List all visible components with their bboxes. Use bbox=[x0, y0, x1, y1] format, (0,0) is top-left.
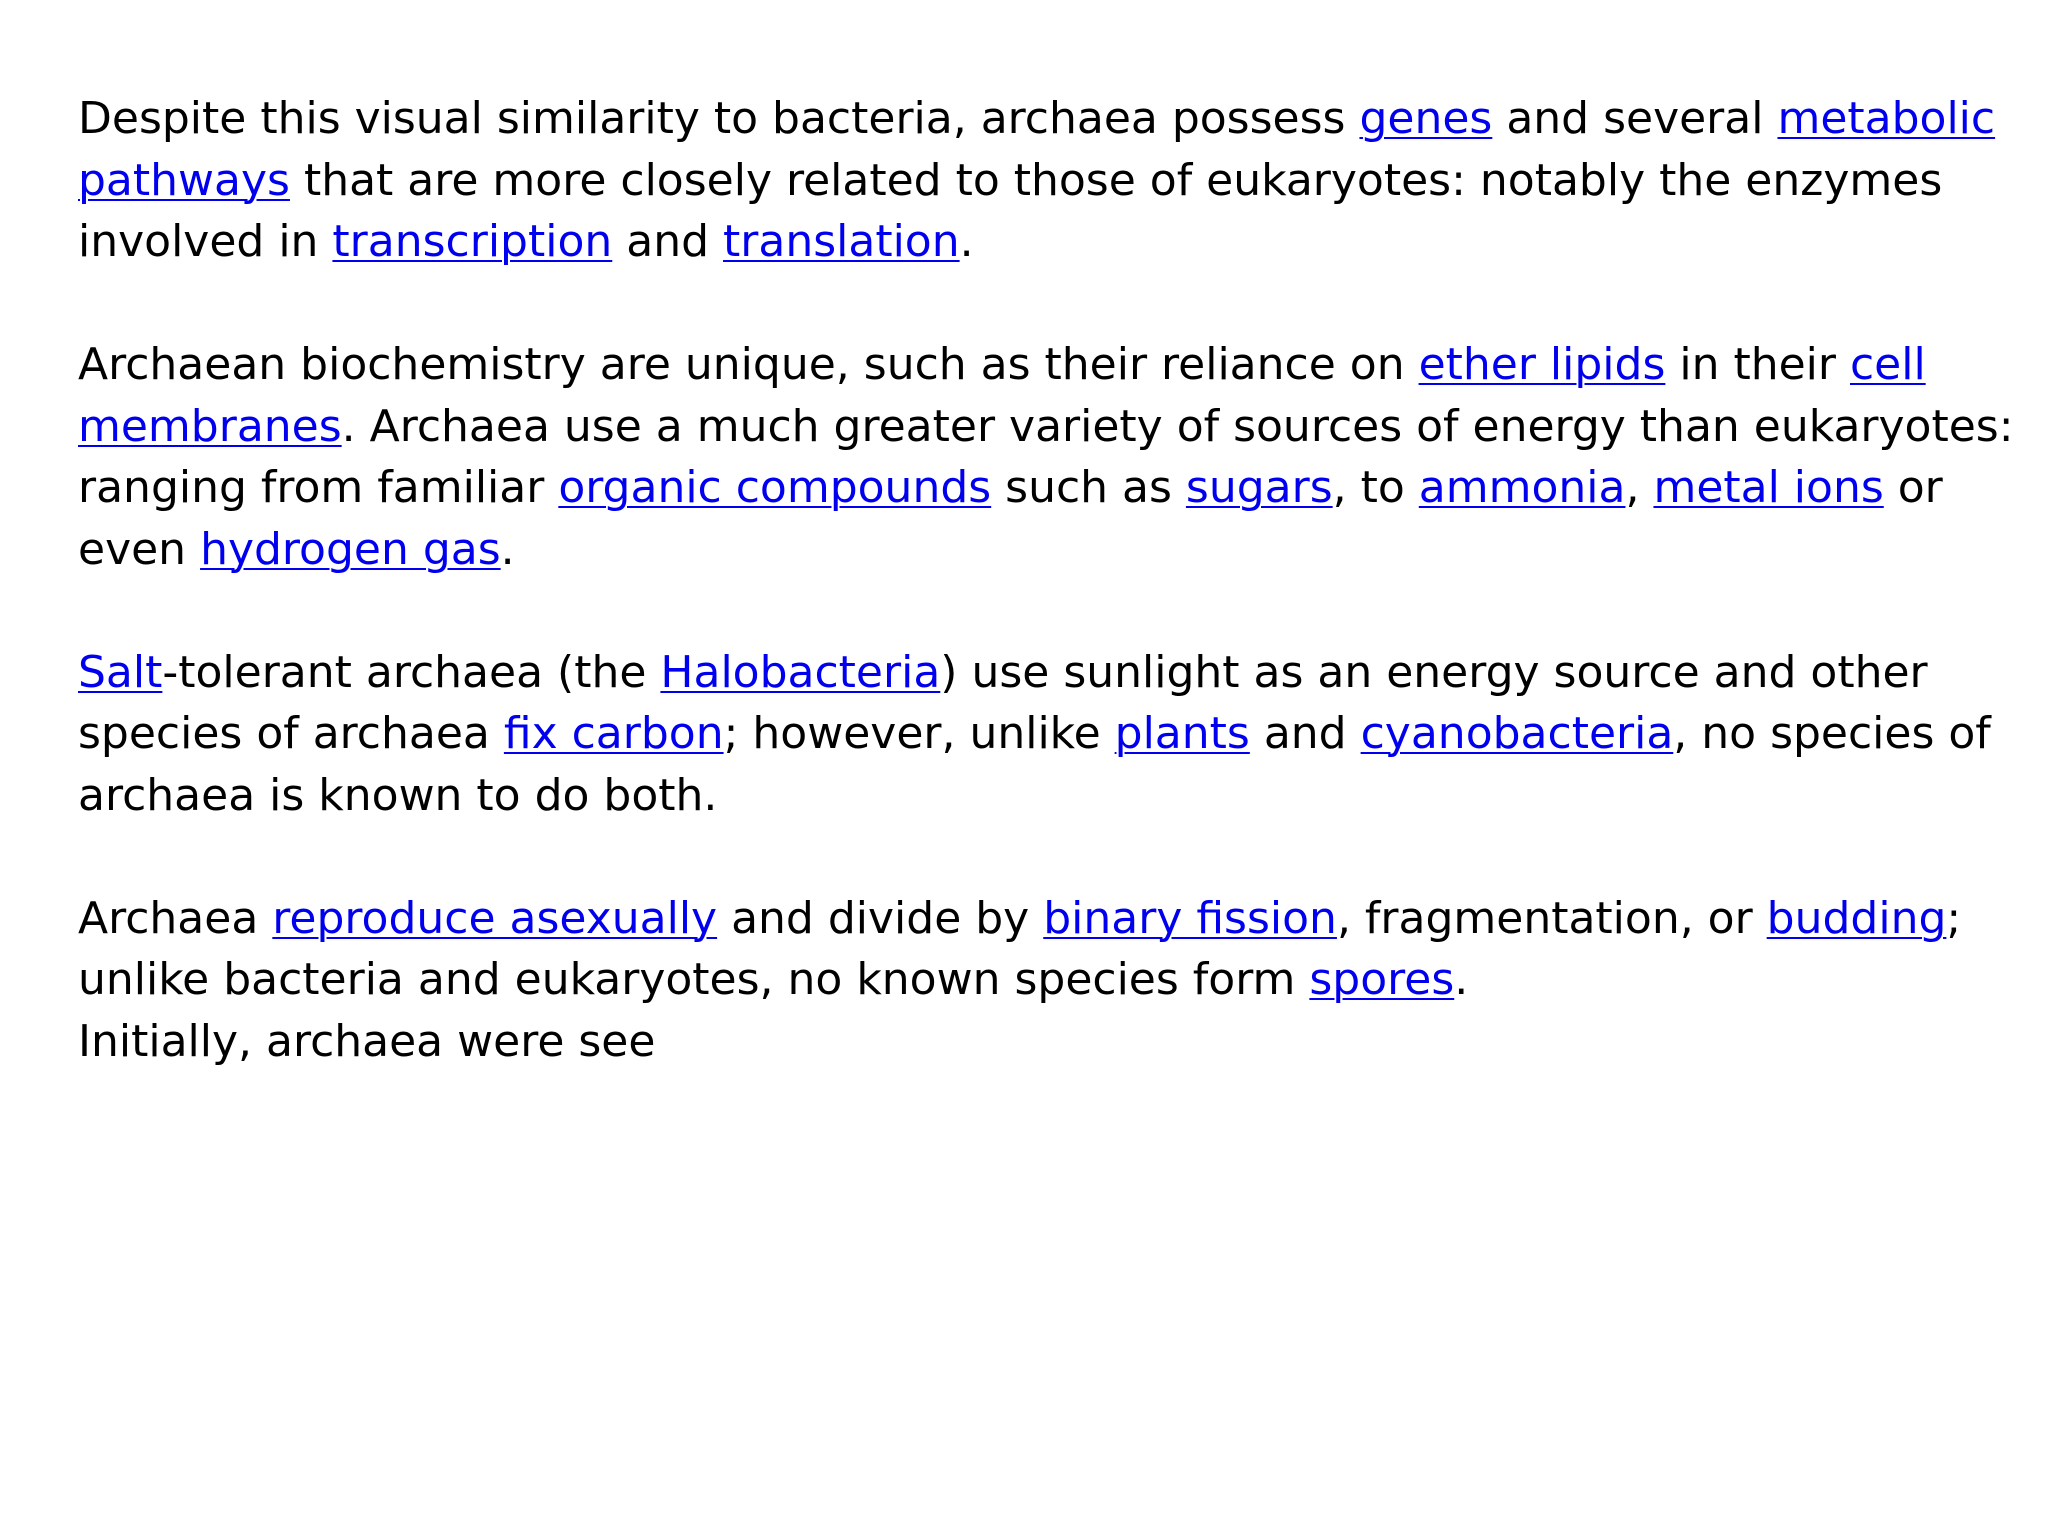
text-run: Archaea bbox=[78, 892, 273, 944]
paragraph-biochemistry bbox=[78, 334, 2038, 580]
text-run: and several bbox=[1492, 93, 1778, 144]
text-run: . bbox=[500, 523, 515, 575]
text-run: , to bbox=[1332, 462, 1419, 513]
text-run: , fragmentation, or bbox=[1336, 892, 1767, 944]
link-transcription[interactable]: transcription bbox=[332, 216, 613, 267]
link-sugars[interactable]: sugars bbox=[1185, 462, 1333, 513]
text-run: ) use sunlight as an energy source and other species of archaea bbox=[78, 646, 1928, 759]
text-run: ; unlike bacteria and eukaryotes, no known species form bbox=[78, 892, 1962, 1005]
text-run: Archaean biochemistry are unique, such as their reliance on bbox=[78, 339, 1419, 390]
link-hydrogen-gas[interactable]: hydrogen gas bbox=[200, 523, 501, 575]
paragraph-salt-tolerant bbox=[78, 642, 2038, 827]
slide-text-body bbox=[78, 88, 2038, 1072]
text-run: such as bbox=[991, 462, 1186, 513]
paragraph-initially bbox=[78, 1011, 2038, 1073]
link-genes[interactable]: genes bbox=[1359, 93, 1493, 144]
text-run: . bbox=[959, 216, 974, 267]
text-run: and bbox=[612, 216, 724, 267]
link-translation[interactable]: translation bbox=[723, 216, 960, 267]
text-run: in their bbox=[1665, 339, 1850, 390]
link-budding[interactable]: budding bbox=[1766, 892, 1947, 944]
text-run: , bbox=[1625, 462, 1654, 513]
link-salt[interactable]: Salt bbox=[78, 646, 163, 698]
link-cell-membranes[interactable]: cell membranes bbox=[78, 339, 1926, 452]
text-run: and bbox=[1249, 708, 1361, 759]
text-run: that are more closely related to those of eukaryotes: notably the enzymes involved in bbox=[78, 154, 1943, 267]
link-halobacteria[interactable]: Halobacteria bbox=[660, 646, 941, 698]
link-fix-carbon[interactable]: fix carbon bbox=[503, 708, 724, 759]
paragraph-gene-similarity bbox=[78, 88, 2038, 273]
link-reproduce-asexually[interactable]: reproduce asexually bbox=[272, 892, 718, 944]
link-metabolic-pathways[interactable]: metabolic pathways bbox=[78, 93, 1996, 206]
text-run: and divide by bbox=[717, 892, 1044, 944]
text-run: ; however, unlike bbox=[723, 708, 1115, 759]
text-run: or even bbox=[78, 462, 1943, 575]
link-spores[interactable]: spores bbox=[1309, 954, 1455, 1005]
link-ammonia[interactable]: ammonia bbox=[1418, 462, 1626, 513]
link-binary-fission[interactable]: binary fission bbox=[1043, 892, 1337, 944]
paragraph-reproduction bbox=[78, 888, 2038, 1011]
link-metal-ions[interactable]: metal ions bbox=[1653, 462, 1884, 513]
link-cyanobacteria[interactable]: cyanobacteria bbox=[1360, 708, 1674, 759]
text-run: Initially, archaea were see bbox=[78, 1015, 656, 1067]
text-run: , no species of archaea is known to do both. bbox=[78, 708, 1991, 821]
text-run: -tolerant archaea (the bbox=[162, 646, 661, 698]
text-run: Despite this visual similarity to bacteria, archaea possess bbox=[78, 93, 1360, 144]
link-plants[interactable]: plants bbox=[1114, 708, 1250, 759]
text-run: . bbox=[1454, 954, 1469, 1005]
link-organic-compounds[interactable]: organic compounds bbox=[558, 462, 992, 513]
text-run: . Archaea use a much greater variety of sources of energy than eukaryotes: ranging from familiar bbox=[78, 400, 2014, 513]
link-ether-lipids[interactable]: ether lipids bbox=[1418, 339, 1666, 390]
